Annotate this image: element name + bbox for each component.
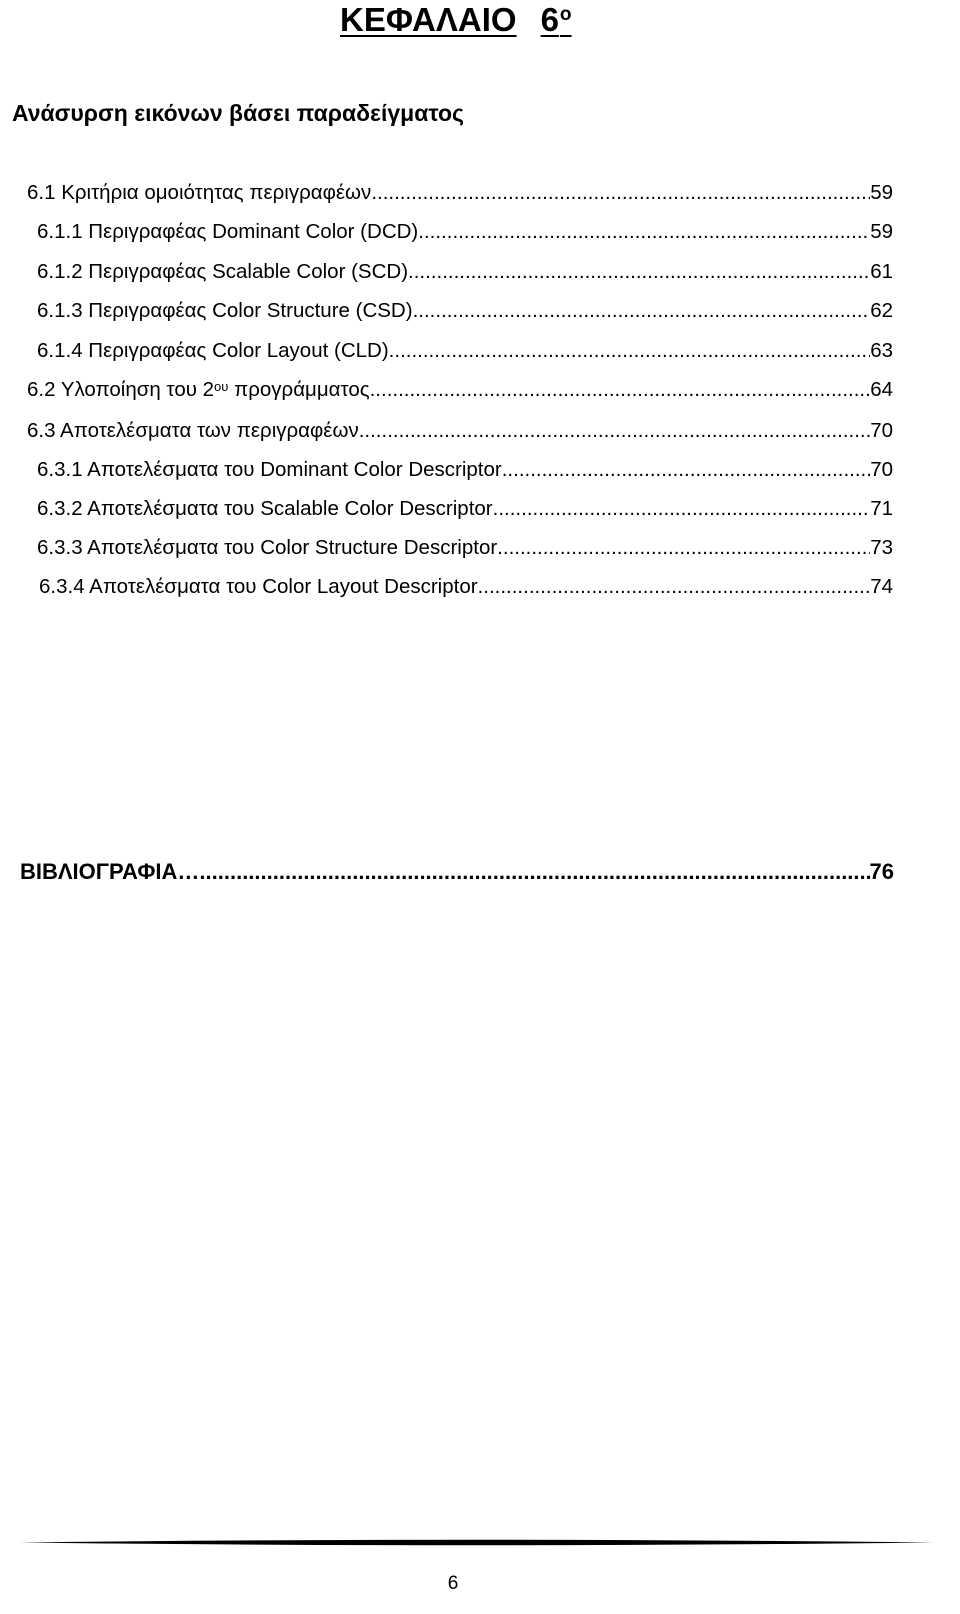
toc-entry-label: 6.3.3 Αποτελέσματα του Color Structure Descriptor [37,536,498,559]
footer-rule-line [20,1539,934,1546]
toc-entry-label: 6.3.4 Αποτελέσματα του Color Layout Descriptor [39,575,478,598]
toc-entry-label: 6.1.3 Περιγραφέας Color Structure (CSD) [37,299,413,322]
toc-leader-dots [418,219,870,245]
toc-entry-page: 63 [870,339,893,362]
toc-leader-dots [502,457,870,483]
toc-entry-page: 59 [870,220,893,243]
toc-entry-label-rest: προγράμματος [228,378,370,401]
chapter-subtitle: Ανάσυρση εικόνων βάσει παραδείγματος [12,100,465,126]
chapter-number: 6 [540,1,559,38]
bibliography-page: 76 [869,859,894,884]
toc-entry-6-1-4[interactable] [37,338,893,364]
toc-entry-page: 62 [870,299,893,322]
toc-leader-dots [359,418,870,444]
toc-entry-page: 70 [870,419,893,442]
toc-entry-6-3-1[interactable] [37,457,893,483]
toc-entry-label-main: 6.2 Υλοποίηση του 2 [27,378,215,401]
toc-entry-page: 64 [870,378,893,401]
toc-entry-label: 6.1.1 Περιγραφέας Dominant Color (DCD) [37,220,419,243]
toc-leader-dots [371,180,870,206]
toc-entry-6-3-3[interactable] [37,535,893,561]
chapter-title-text: ΚΕΦΑΛΑΙΟ [340,1,517,38]
toc-entry-6-1-1[interactable] [37,219,893,245]
toc-entry-page: 71 [870,497,893,520]
toc-entry-label: 6.1.2 Περιγραφέας Scalable Color (SCD) [37,260,409,283]
toc-leader-dots [408,259,870,285]
toc-leader-dots [413,298,871,324]
toc-entry-6-1[interactable] [27,180,893,206]
chapter-title [340,0,572,40]
toc-entry-6-1-3[interactable] [37,298,893,324]
toc-leader-dots [497,535,870,561]
toc-entry-label: 6.3.1 Αποτελέσματα του Dominant Color Descriptor [37,458,502,481]
toc-leader-dots [177,858,869,886]
toc-entry-6-3[interactable] [27,418,893,444]
toc-entry-label [27,377,370,403]
toc-entry-6-3-2[interactable] [37,496,893,522]
toc-entry-6-1-2[interactable] [37,259,893,285]
toc-entry-label: 6.1 Κριτήρια ομοιότητας περιγραφέων [27,181,372,204]
toc-leader-dots [493,496,871,522]
toc-entry-label: 6.3 Αποτελέσματα των περιγραφέων [27,419,359,442]
toc-entry-page: 61 [870,260,893,283]
toc-entry-page: 73 [870,536,893,559]
toc-entry-bibliography[interactable] [20,858,894,886]
toc-leader-dots [370,377,871,403]
toc-entry-6-2[interactable] [27,377,893,403]
toc-leader-dots [478,574,871,600]
chapter-number-superscript: ο [559,4,572,25]
toc-entry-label: 6.3.2 Αποτελέσματα του Scalable Color Descriptor [37,497,493,520]
toc-entry-6-3-4[interactable] [39,574,893,600]
page-number: 6 [447,1573,459,1594]
toc-entry-page: 74 [870,575,893,598]
toc-entry-label-superscript: ου [214,379,229,394]
toc-entry-page: 70 [870,458,893,481]
toc-leader-dots [389,338,871,364]
bibliography-label: ΒΙΒΛΙΟΓΡΑΦΙΑ [20,859,178,884]
toc-entry-page: 59 [870,181,893,204]
toc-entry-label: 6.1.4 Περιγραφέας Color Layout (CLD) [37,339,389,362]
footer-rule [20,1539,934,1546]
